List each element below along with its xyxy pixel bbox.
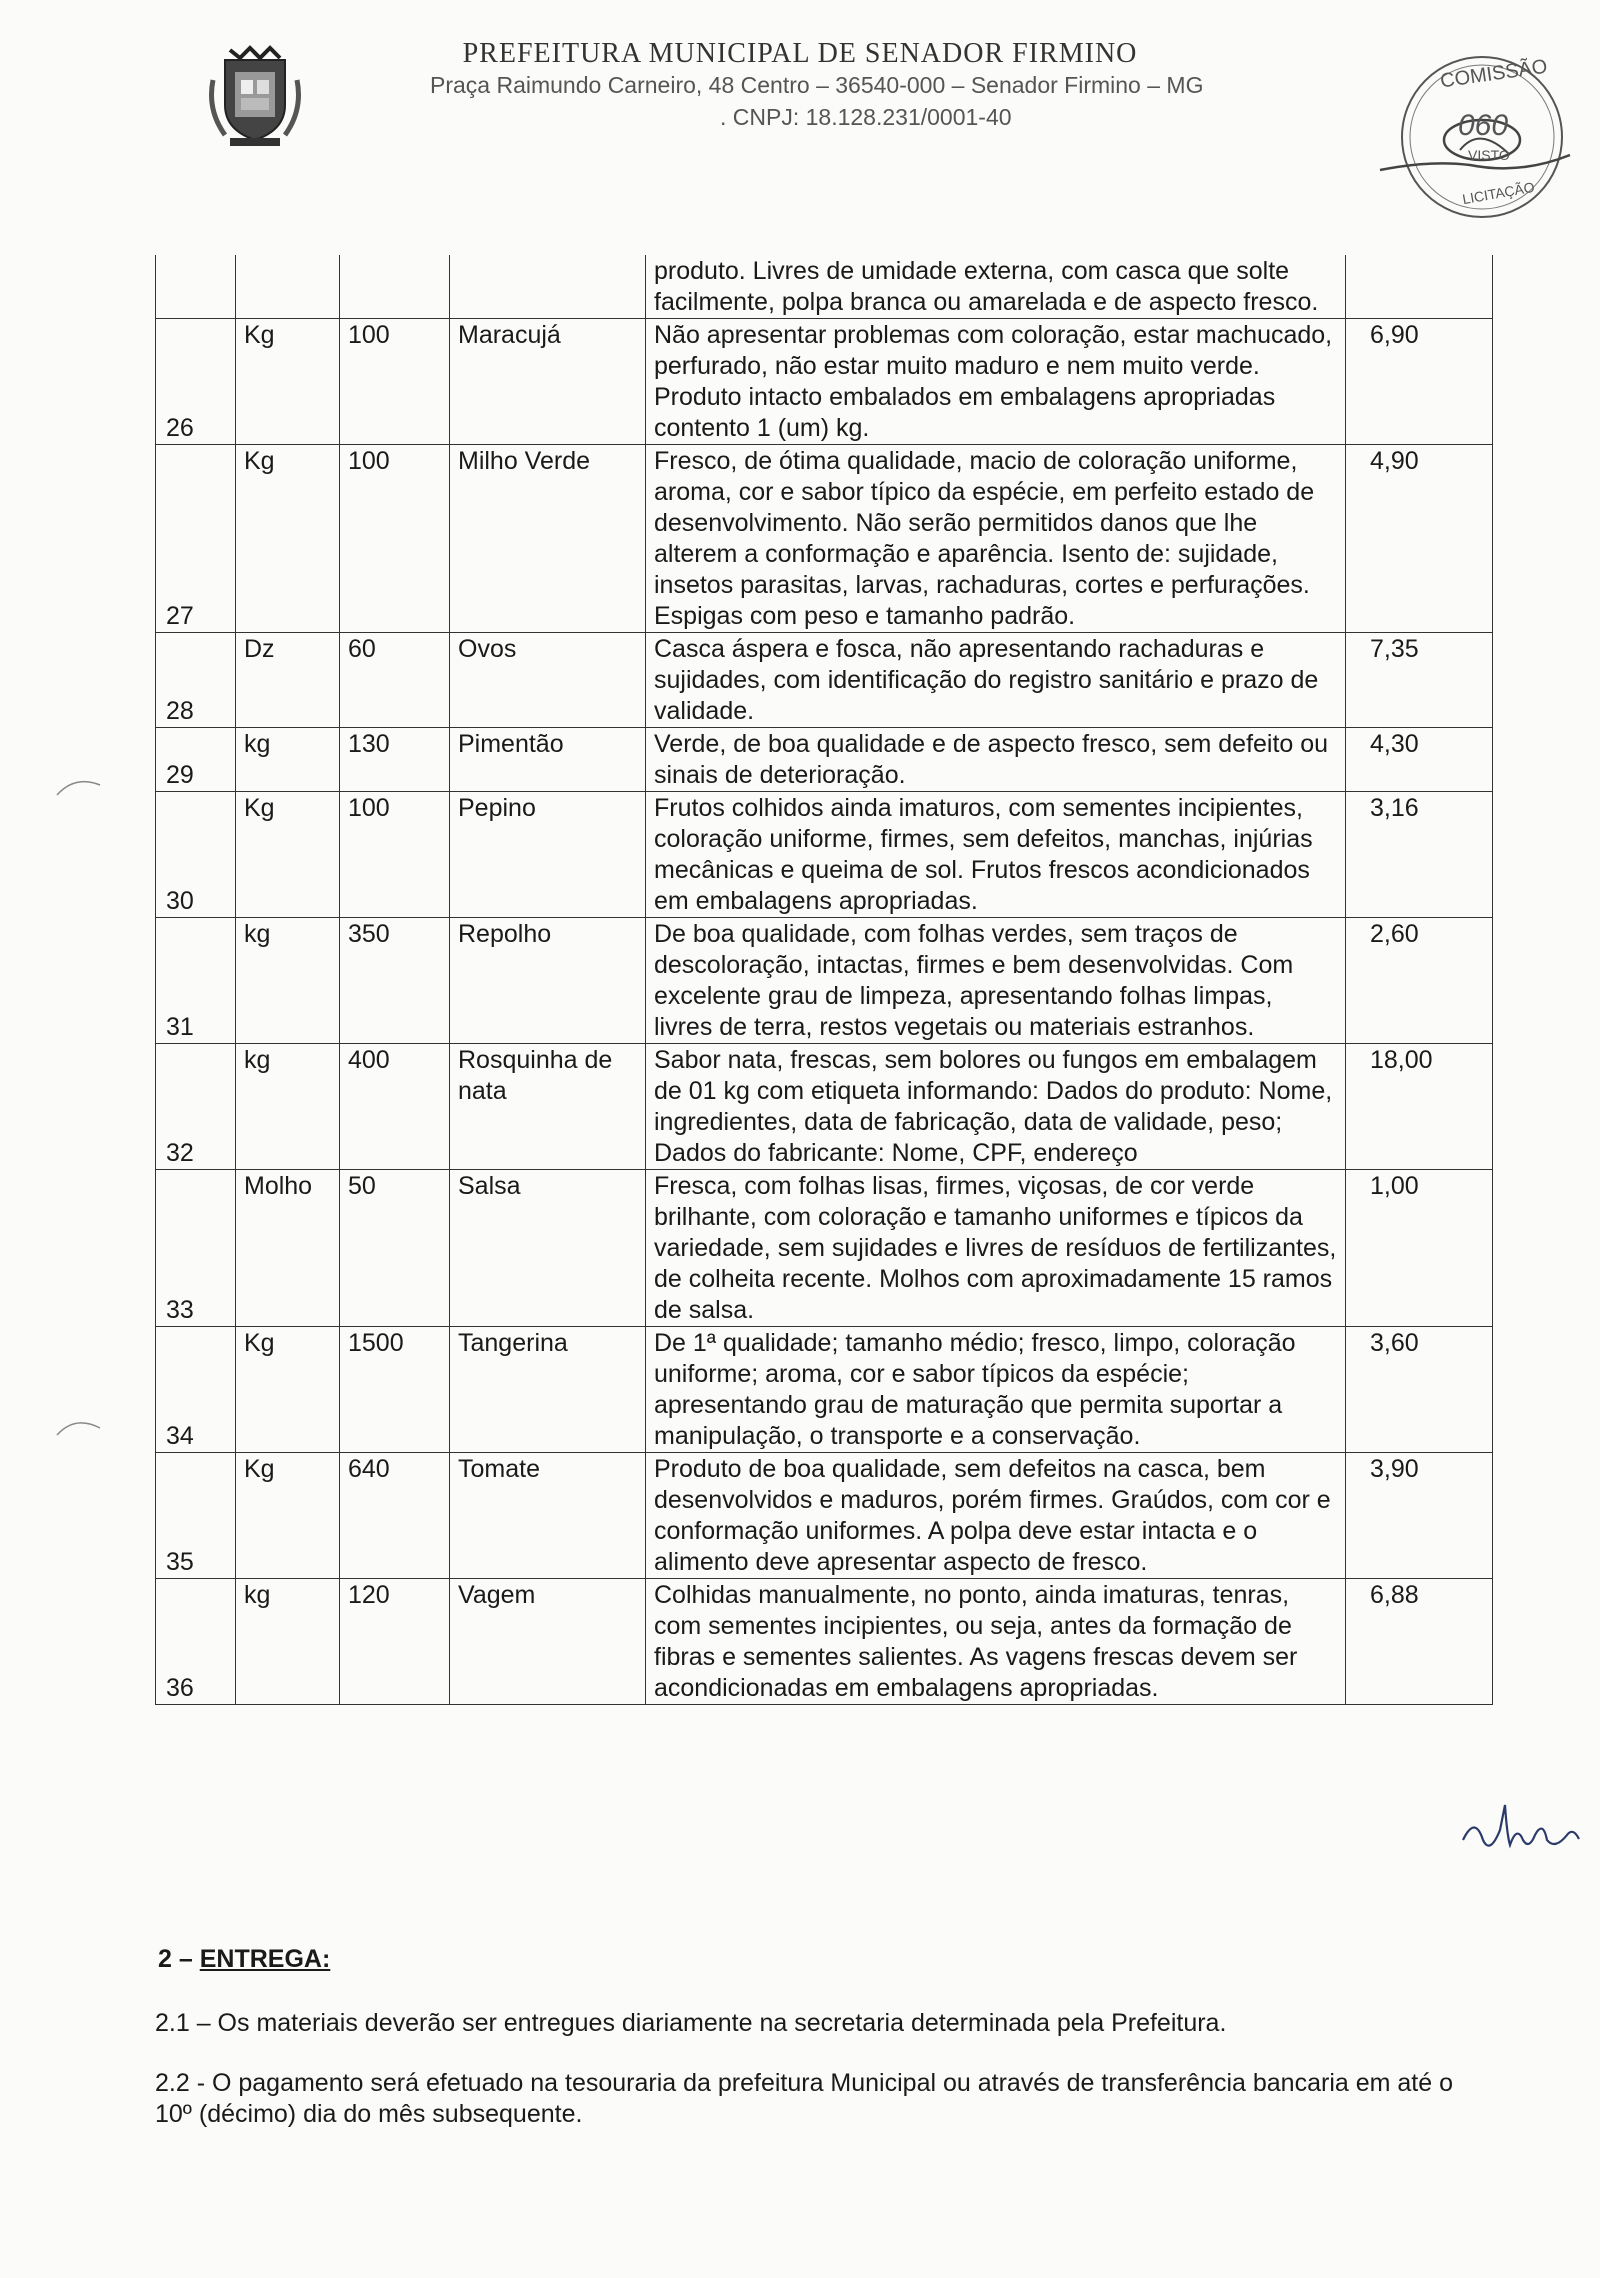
- delivery-section-number: 2 –: [158, 1945, 193, 1973]
- margin-mark-icon: [55, 770, 105, 800]
- table-row: [156, 1453, 1493, 1579]
- item-description: Não apresentar problemas com coloração, estar machucado, perfurado, não estar muito maduro e nem muito verde. Produto intacto embalados em embalagens apropriadas contento 1 (um) kg.: [646, 319, 1346, 445]
- item-description: Casca áspera e fosca, não apresentando rachaduras e sujidades, com identificação do registro sanitário e prazo de validade.: [646, 633, 1346, 728]
- item-quantity: 100: [340, 445, 450, 633]
- table-row: [156, 445, 1493, 633]
- item-quantity: 130: [340, 728, 450, 792]
- item-unit: Kg: [236, 445, 340, 633]
- item-product: Salsa: [450, 1170, 646, 1327]
- header-cnpj: . CNPJ: 18.128.231/0001-40: [720, 104, 1012, 130]
- item-number: 34: [156, 1327, 236, 1453]
- table-row: [156, 1579, 1493, 1705]
- table-row: [156, 1170, 1493, 1327]
- item-product: Tomate: [450, 1453, 646, 1579]
- stamp-number: 060: [1458, 109, 1509, 142]
- item-description: De boa qualidade, com folhas verdes, sem traços de descoloração, intactas, firmes e bem desenvolvidas. Com excelente grau de limpeza, apresentando folhas limpas, livres de terra, restos vegetais ou materiais estranhos.: [646, 918, 1346, 1044]
- item-unit: Dz: [236, 633, 340, 728]
- item-price: 3,90: [1346, 1453, 1493, 1579]
- item-unit: kg: [236, 728, 340, 792]
- item-quantity: 640: [340, 1453, 450, 1579]
- item-unit: kg: [236, 918, 340, 1044]
- item-description: Fresca, com folhas lisas, firmes, viçosas, de cor verde brilhante, com coloração e tamanho uniformes e típicos da variedade, sem sujidades e livres de resíduos de fertilizantes, de colheita recente. Molhos com aproximadamente 15 ramos de salsa.: [646, 1170, 1346, 1327]
- table-row: [156, 728, 1493, 792]
- delivery-section-heading: ENTREGA:: [199, 1945, 331, 1973]
- item-unit: kg: [236, 1044, 340, 1170]
- item-quantity: 350: [340, 918, 450, 1044]
- delivery-paragraph-2: 2.2 - O pagamento será efetuado na tesouraria da prefeitura Municipal ou através de transferência bancaria em até o 10º (décimo) dia do mês subsequente.: [155, 2069, 1453, 2128]
- item-number: 35: [156, 1453, 236, 1579]
- item-product: Pepino: [450, 792, 646, 918]
- item-price: 18,00: [1346, 1044, 1493, 1170]
- item-price: 3,16: [1346, 792, 1493, 918]
- item-description: Colhidas manualmente, no ponto, ainda imaturas, tenras, com sementes incipientes, ou seja, antes da formação de fibras e sementes salientes. As vagens frescas devem ser acondicionadas em embalagens apropriadas.: [646, 1579, 1346, 1705]
- table-row-continuation: [156, 255, 1493, 319]
- delivery-section-title: [158, 1945, 330, 1974]
- item-product: Rosquinha de nata: [450, 1044, 646, 1170]
- header-address: Praça Raimundo Carneiro, 48 Centro – 36540-000 – Senador Firmino – MG: [430, 72, 1204, 98]
- item-description: Produto de boa qualidade, sem defeitos na casca, bem desenvolvidos e maduros, porém firmes. Graúdos, com cor e conformação uniformes. A polpa deve estar intacta e o alimento deve apresentar aspecto de fresco.: [646, 1453, 1346, 1579]
- item-number: 29: [156, 728, 236, 792]
- item-number: 28: [156, 633, 236, 728]
- table-row: [156, 1327, 1493, 1453]
- item-product: Ovos: [450, 633, 646, 728]
- item-unit: Kg: [236, 1327, 340, 1453]
- items-table-body: [156, 255, 1493, 1705]
- signature-icon: [1455, 1795, 1585, 1865]
- item-quantity: 400: [340, 1044, 450, 1170]
- item-price: 1,00: [1346, 1170, 1493, 1327]
- item-unit: Kg: [236, 1453, 340, 1579]
- item-description: Verde, de boa qualidade e de aspecto fresco, sem defeito ou sinais de deterioração.: [646, 728, 1346, 792]
- item-quantity: 120: [340, 1579, 450, 1705]
- stamp-middle-text: VISTO: [1468, 147, 1510, 163]
- item-number: 32: [156, 1044, 236, 1170]
- item-product: Tangerina: [450, 1327, 646, 1453]
- item-unit: kg: [236, 1579, 340, 1705]
- item-product: Maracujá: [450, 319, 646, 445]
- header-title: PREFEITURA MUNICIPAL DE SENADOR FIRMINO: [462, 38, 1138, 69]
- item-description: Sabor nata, frescas, sem bolores ou fungos em embalagem de 01 kg com etiqueta informando: Dados do produto: Nome, ingredientes, data de fabricação, data de validade, peso; Dados do fabricante: Nome, CPF, endereço: [646, 1044, 1346, 1170]
- items-table: [155, 255, 1493, 1705]
- item-product: Repolho: [450, 918, 646, 1044]
- table-row: [156, 918, 1493, 1044]
- item-quantity: 1500: [340, 1327, 450, 1453]
- item-price: 6,90: [1346, 319, 1493, 445]
- item-quantity: 100: [340, 319, 450, 445]
- item-price: 6,88: [1346, 1579, 1493, 1705]
- item-number: 27: [156, 445, 236, 633]
- item-price: 2,60: [1346, 918, 1493, 1044]
- item-price: 7,35: [1346, 633, 1493, 728]
- stamp-top-text: COMISSÃO: [1438, 55, 1549, 93]
- item-quantity: 100: [340, 792, 450, 918]
- table-row: [156, 319, 1493, 445]
- letterhead: [0, 0, 1600, 208]
- item-number: 31: [156, 918, 236, 1044]
- continuation-description: produto. Livres de umidade externa, com casca que solte facilmente, polpa branca ou amarelada e de aspecto fresco.: [646, 255, 1346, 319]
- item-quantity: 50: [340, 1170, 450, 1327]
- item-number: 30: [156, 792, 236, 918]
- item-price: 4,30: [1346, 728, 1493, 792]
- item-unit: Kg: [236, 319, 340, 445]
- item-number: 36: [156, 1579, 236, 1705]
- item-description: Frutos colhidos ainda imaturos, com sementes incipientes, coloração uniforme, firmes, sem defeitos, manchas, injúrias mecânicas e queima de sol. Frutos frescos acondicionados em embalagens apropriadas.: [646, 792, 1346, 918]
- stamp-bottom-text: LICITAÇÃO: [1461, 178, 1536, 208]
- table-row: [156, 792, 1493, 918]
- item-price: 3,60: [1346, 1327, 1493, 1453]
- item-unit: Kg: [236, 792, 340, 918]
- item-product: Pimentão: [450, 728, 646, 792]
- margin-mark-icon: [55, 1410, 105, 1440]
- committee-stamp: [1370, 45, 1585, 230]
- item-quantity: 60: [340, 633, 450, 728]
- item-number: 33: [156, 1170, 236, 1327]
- item-description: De 1ª qualidade; tamanho médio; fresco, limpo, coloração uniforme; aroma, cor e sabor típicos da espécie; apresentando grau de maturação que permita suportar a manipulação, o transporte e a conservação.: [646, 1327, 1346, 1453]
- item-price: 4,90: [1346, 445, 1493, 633]
- item-product: Vagem: [450, 1579, 646, 1705]
- item-product: Milho Verde: [450, 445, 646, 633]
- delivery-paragraph-1: 2.1 – Os materiais deverão ser entregues diariamente na secretaria determinada pela Prefeitura.: [155, 2009, 1227, 2037]
- item-number: 26: [156, 319, 236, 445]
- item-unit: Molho: [236, 1170, 340, 1327]
- table-row: [156, 1044, 1493, 1170]
- table-row: [156, 633, 1493, 728]
- item-description: Fresco, de ótima qualidade, macio de coloração uniforme, aroma, cor e sabor típico da espécie, em perfeito estado de desenvolvimento. Não serão permitidos danos que lhe alterem a conformação e aparência. Isento de: sujidade, insetos parasitas, larvas, rachaduras, cortes e perfurações. Espigas com peso e tamanho padrão.: [646, 445, 1346, 633]
